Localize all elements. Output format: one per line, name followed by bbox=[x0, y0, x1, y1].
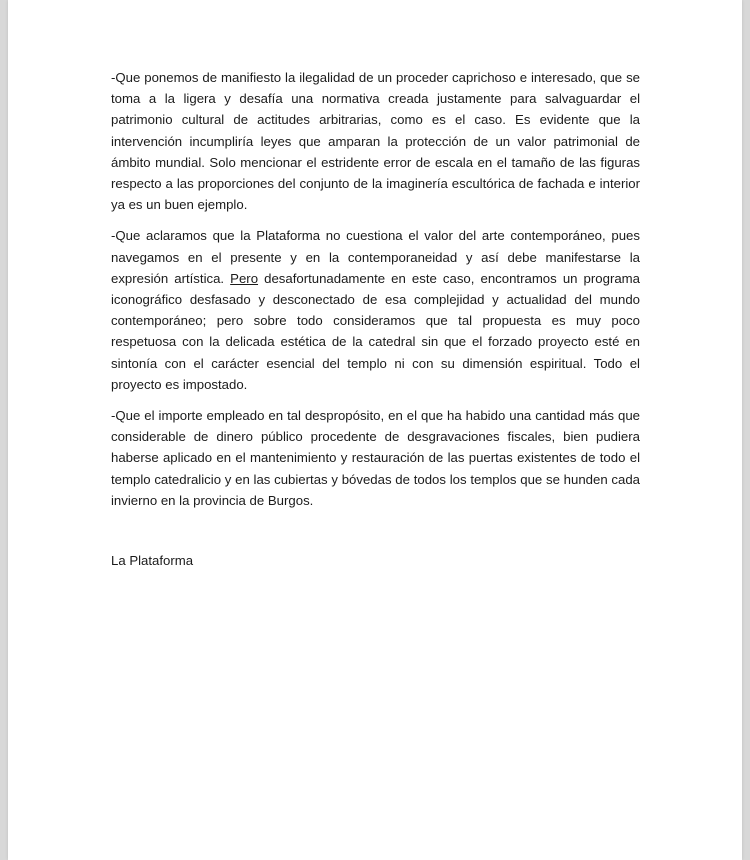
paragraph-legality: -Que ponemos de manifiesto la ilegalidad de un proceder caprichoso e interesado, que se toma a la ligera y desafía una normativa creada justamente para salvaguardar el patrimonio cultural de actitudes arbitrarias, como es el caso. Es evidente que la intervención incumpliría leyes que amparan la protección de un valor patrimonial de ámbito mundial. Solo mencionar el estridente error de escala en el tamaño de las figuras respecto a las proporciones del conjunto de la imaginería escultórica de fachada e interior ya es un buen ejemplo. bbox=[111, 70, 640, 213]
underlined-word: Pero bbox=[230, 270, 259, 286]
paragraph-contemporary-art-text-start: -Que aclaramos que la Plataforma no cuestiona el valor del arte contemporáneo, pues navegamos en el presente y en la contemporaneidad y así debe manifestarse la expresión artística. bbox=[111, 228, 640, 286]
paragraph-contemporary-art bbox=[111, 225, 640, 395]
signature: La Plataforma bbox=[111, 553, 194, 568]
document-page bbox=[8, 0, 742, 860]
paragraph-contemporary-art-text-end: desafortunadamente en este caso, encontramos un programa iconográfico desfasado y desconectado de esa complejidad y actualidad del mundo contemporáneo; pero sobre todo consideramos que tal propuesta es muy poco respetuosa con la delicada estética de la catedral sin que el forzado proyecto esté en sintonía con el carácter esencial del templo ni con su dimensión espiritual. Todo el proyecto es impostado. bbox=[111, 270, 641, 392]
paragraph-public-money: -Que el importe empleado en tal despropósito, en el que ha habido una cantidad más que considerable de dinero público procedente de desgravaciones fiscales, bien pudiera haberse aplicado en el mantenimiento y restauración de las puertas existentes de todo el templo catedralicio y en las cubiertas y bóvedas de todos los templos que se hunden cada invierno en la provincia de Burgos. bbox=[111, 408, 640, 508]
document-body bbox=[111, 67, 640, 521]
